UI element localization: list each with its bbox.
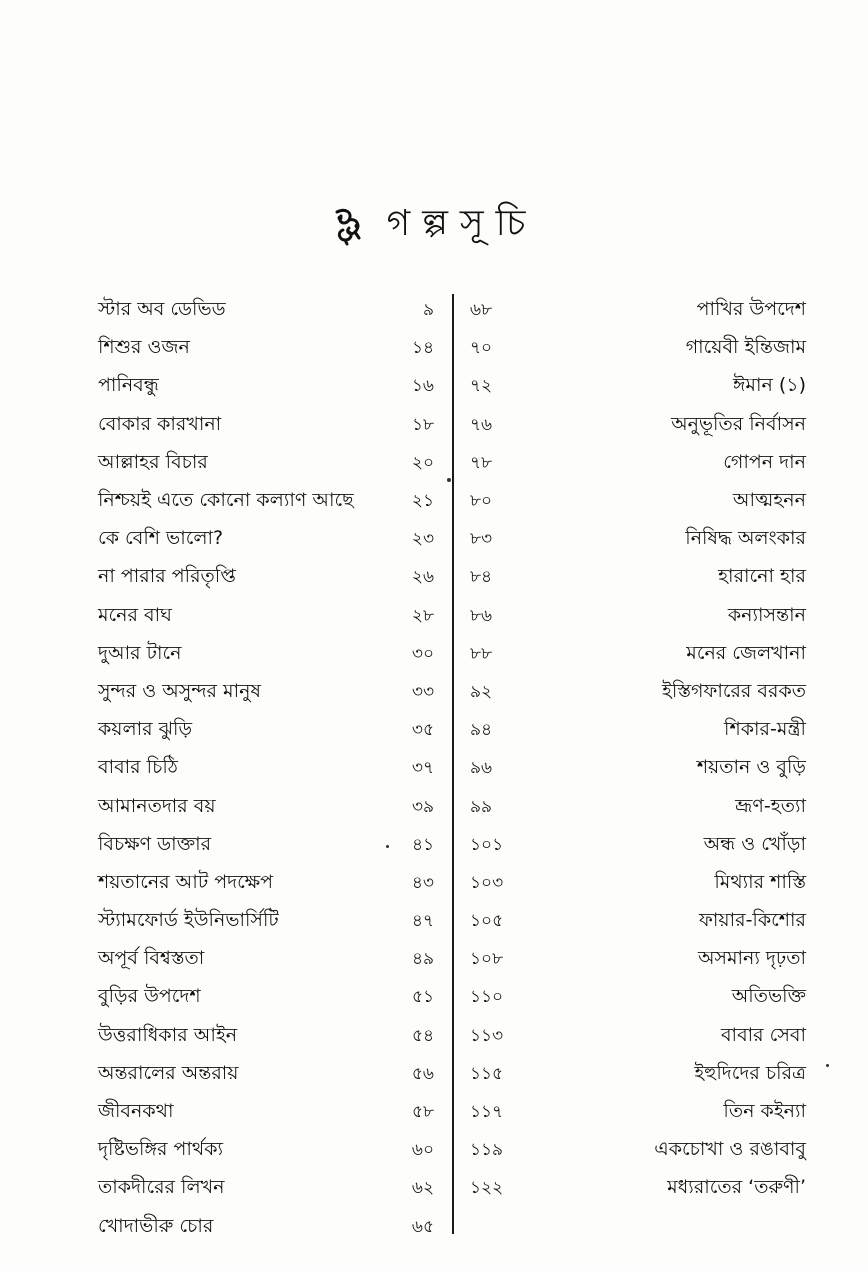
toc-entry-page: ৭৬ (470, 414, 493, 435)
toc-entry-page: ৩৯ (411, 796, 434, 817)
toc-entry-page: ১০৫ (470, 911, 504, 932)
toc-entry-page: ৬২ (411, 1178, 434, 1199)
toc-entry-page: ১১৫ (470, 1063, 504, 1084)
toc-entry (470, 445, 806, 483)
toc-entry-page: ১০৩ (470, 872, 504, 893)
toc-entry-title: পাখির উপদেশ (696, 298, 806, 321)
toc-entry (98, 1209, 434, 1247)
toc-entry-title: পানিবন্ধু (98, 374, 159, 397)
toc-entry (470, 1132, 806, 1170)
toc-entry (470, 903, 806, 941)
toc-entry-title: কে বেশি ভালো? (98, 527, 224, 550)
toc-entry-title: ভ্রূণ-হত্যা (735, 794, 806, 817)
toc-entry-page: ৬০ (411, 1140, 434, 1161)
toc-entry (470, 712, 806, 750)
toc-entry (98, 788, 434, 826)
toc-entry-page: ৩৩ (411, 681, 434, 702)
column-divider (452, 294, 454, 1234)
toc-entry-page: ২০ (411, 452, 434, 473)
toc-right-column (470, 292, 806, 1209)
toc-entry (470, 598, 806, 636)
toc-entry (470, 292, 806, 330)
toc-entry (470, 979, 806, 1017)
toc-entry-title: মিথ্যার শাস্তি (714, 870, 806, 893)
page-title: গল্পসূচি (386, 203, 538, 244)
toc-entry (98, 750, 434, 788)
toc-entry (470, 1170, 806, 1208)
toc-entry-page: ১১০ (470, 987, 504, 1008)
toc-entry (470, 559, 806, 597)
toc-entry (98, 1170, 434, 1208)
toc-entry-title: শিশুর ওজন (98, 336, 190, 359)
toc-entry (470, 674, 806, 712)
toc-entry-page: ৪৭ (411, 911, 434, 932)
toc-entry-title: জীবনকথা (98, 1100, 174, 1123)
toc-left-column (98, 292, 434, 1247)
toc-entry-page: ২৩ (411, 529, 434, 550)
toc-entry-title: বিচক্ষণ ডাক্তার (98, 832, 212, 855)
toc-entry-page: ১১৩ (470, 1025, 504, 1046)
toc-entry (470, 750, 806, 788)
toc-entry-page: ৯২ (470, 681, 493, 702)
toc-entry-page: ১১৭ (470, 1102, 504, 1123)
toc-entry-page: ২৮ (411, 605, 434, 626)
toc-entry-title: বুড়ির উপদেশ (98, 985, 201, 1008)
toc-entry-page: ১৪ (411, 338, 434, 359)
toc-entry (98, 636, 434, 674)
toc-entry-page: ৬৮ (470, 300, 493, 321)
toc-entry-title: বাবার সেবা (720, 1023, 806, 1046)
toc-entry-title: ইস্তিগফারের বরকত (662, 679, 806, 702)
toc-entry-title: অন্তরালের অন্তরায় (98, 1061, 239, 1084)
toc-entry-title: শয়তানের আট পদক্ষেপ (98, 870, 274, 893)
toc-entry-title: আল্লাহর বিচার (98, 450, 208, 473)
toc-entry-title: অপূর্ব বিশ্বস্ততা (98, 947, 205, 970)
toc-entry (470, 1056, 806, 1094)
toc-entry-page: ৫১ (411, 987, 434, 1008)
toc-entry-page: ১২২ (470, 1178, 504, 1199)
toc-entry (470, 407, 806, 445)
toc-entry (98, 598, 434, 636)
toc-entry-page: ১০১ (470, 834, 504, 855)
toc-entry-page: ৯৬ (470, 758, 493, 779)
toc-entry-title: খোদাভীরু চোর (98, 1214, 214, 1237)
toc-entry-title: শয়তান ও বুড়ি (696, 756, 806, 779)
toc-entry-page: ৭৮ (470, 452, 493, 473)
print-speck (386, 845, 389, 848)
toc-entry-title: দৃষ্টিভঙ্গির পার্থক্য (98, 1138, 224, 1161)
toc-entry-page: ১৮ (411, 414, 434, 435)
toc-entry-title: গোপন দান (723, 450, 806, 473)
toc-entry (470, 941, 806, 979)
toc-entry (98, 1056, 434, 1094)
toc-entry-title: মনের বাঘ (98, 603, 172, 626)
toc-entry-page: ৪৯ (411, 949, 434, 970)
toc-entry-title: হারানো হার (718, 565, 806, 588)
toc-entry-page: ১৬ (411, 376, 434, 397)
toc-entry (98, 827, 434, 865)
toc-entry-title: স্ট্যামফোর্ড ইউনিভার্সিটি (98, 909, 279, 932)
toc-entry-title: ঈমান (১) (733, 374, 806, 397)
toc-entry (98, 330, 434, 368)
toc-entry (470, 788, 806, 826)
toc-entry-title: তাকদীরের লিখন (98, 1176, 225, 1199)
toc-entry-title: আমানতদার বয় (98, 794, 216, 817)
toc-entry (98, 1094, 434, 1132)
toc-entry-page: ১০৮ (470, 949, 504, 970)
toc-entry-page: ৩০ (411, 643, 434, 664)
toc-entry (470, 827, 806, 865)
toc-entry-title: তিন কইন্যা (723, 1100, 806, 1123)
toc-entry-title: অসমান্য দৃঢ়তা (697, 947, 806, 970)
toc-entry-title: বাবার চিঠি (98, 756, 178, 779)
toc-entry-title: একচোখা ও রঙাবাবু (654, 1138, 806, 1161)
toc-entry (98, 521, 434, 559)
toc-entry-title: অনুভূতির নির্বাসন (671, 412, 806, 435)
toc-entry (470, 521, 806, 559)
toc-entry-page: ২১ (411, 491, 434, 512)
floral-ornament-icon (331, 206, 365, 246)
toc-entry-title: গায়েবী ইন্তিজাম (685, 336, 806, 359)
toc-entry (98, 712, 434, 750)
toc-entry-title: দুআর টানে (98, 641, 182, 664)
toc-entry-title: অতিভক্তি (731, 985, 806, 1008)
toc-entry-title: সুন্দর ও অসুন্দর মানুষ (98, 679, 261, 702)
toc-entry (98, 445, 434, 483)
toc-entry-page: ৮৩ (470, 529, 493, 550)
toc-entry (98, 1132, 434, 1170)
toc-entry-page: ৭০ (470, 338, 493, 359)
toc-entry-page: ৫৪ (411, 1025, 434, 1046)
toc-entry (98, 559, 434, 597)
toc-entry (98, 1018, 434, 1056)
toc-entry (470, 636, 806, 674)
toc-entry-title: উত্তরাধিকার আইন (98, 1023, 238, 1046)
toc-entry-title: মধ্যরাতের ‘তরুণী’ (667, 1176, 806, 1199)
toc-entry-title: কয়লার ঝুড়ি (98, 718, 193, 741)
toc-entry (470, 483, 806, 521)
toc-entry (98, 407, 434, 445)
print-speck (826, 1064, 829, 1067)
toc-entry-title: না পারার পরিতৃপ্তি (98, 565, 236, 588)
toc-entry (470, 368, 806, 406)
toc-entry (470, 330, 806, 368)
toc-entry-title: শিকার-মন্ত্রী (724, 718, 806, 741)
toc-entry-title: নিশ্চয়ই এতে কোনো কল্যাণ আছে (98, 489, 354, 512)
toc-entry-page: ৯৯ (470, 796, 493, 817)
toc-entry (98, 483, 434, 521)
toc-entry-page: ৪১ (411, 834, 434, 855)
toc-entry-page: ৫৬ (411, 1063, 434, 1084)
toc-entry-page: ৫৮ (411, 1102, 434, 1123)
toc-entry (98, 941, 434, 979)
toc-entry-page: ৮৪ (470, 567, 493, 588)
print-speck (447, 478, 451, 482)
toc-entry-title: ইহুদিদের চরিত্র (694, 1061, 806, 1084)
toc-entry-page: ৩৫ (411, 720, 434, 741)
toc-entry-page: ৩৭ (411, 758, 434, 779)
toc-entry (98, 979, 434, 1017)
toc-entry-page: ৭২ (470, 376, 493, 397)
toc-entry-page: ১১৯ (470, 1140, 504, 1161)
toc-entry-page: ৪৩ (411, 872, 434, 893)
toc-entry (98, 292, 434, 330)
toc-entry-page: ৬৫ (411, 1216, 434, 1237)
toc-entry (470, 1094, 806, 1132)
toc-entry-title: আত্মহনন (732, 489, 806, 512)
toc-entry-title: মনের জেলখানা (686, 641, 806, 664)
toc-entry-page: ২৬ (411, 567, 434, 588)
toc-entry-page: ৯ (422, 300, 434, 321)
toc-entry (470, 1018, 806, 1056)
toc-entry-page: ৮৬ (470, 605, 493, 626)
toc-entry-title: স্টার অব ডেভিড (98, 298, 226, 321)
toc-entry (98, 865, 434, 903)
toc-entry-title: কন্যাসন্তান (727, 603, 806, 626)
header (0, 196, 868, 256)
toc-entry-page: ৮০ (470, 491, 493, 512)
toc-entry-title: নিষিদ্ধ অলংকার (685, 527, 806, 550)
toc-entry-page: ৮৮ (470, 643, 493, 664)
toc-entry (470, 865, 806, 903)
toc-entry (98, 903, 434, 941)
toc-entry-title: অন্ধ ও খোঁড়া (703, 832, 806, 855)
toc-entry-page: ৯৪ (470, 720, 493, 741)
toc-entry (98, 674, 434, 712)
toc-entry-title: ফায়ার-কিশোর (699, 909, 806, 932)
toc-entry-title: বোকার কারখানা (98, 412, 222, 435)
toc-entry (98, 368, 434, 406)
